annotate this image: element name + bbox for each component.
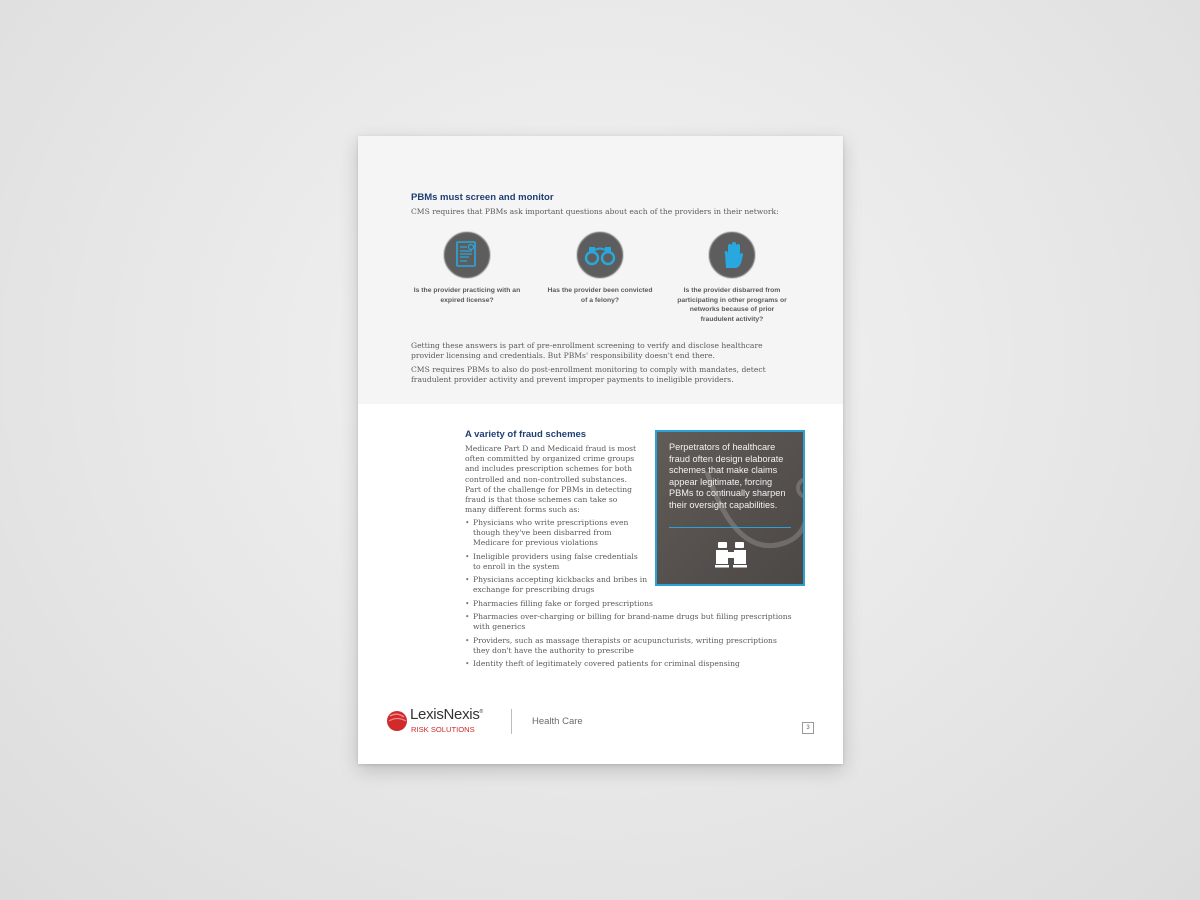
page-number: 3 <box>802 722 814 734</box>
document-page <box>358 136 843 764</box>
footer-divider <box>511 709 512 734</box>
logo-subtitle: RISK SOLUTIONS <box>411 725 475 734</box>
section-title-screen-monitor: PBMs must screen and monitor <box>411 192 554 203</box>
list-item: • Physicians accepting kickbacks and bribes in exchange for prescribing drugs <box>465 575 653 595</box>
question-disbarred-text: Is the provider disbarred from participating in other programs or networks because of prior fraudulent activity? <box>677 287 787 323</box>
callout-text: Perpetrators of healthcare fraud often design elaborate schemes that make claims appear legitimate, forcing PBMs to continually sharpen their oversight capabilities. <box>669 442 786 510</box>
section-title-fraud-schemes: A variety of fraud schemes <box>465 429 587 440</box>
stop-hand-icon <box>709 232 755 278</box>
monitoring-paragraph: CMS requires PBMs to also do post-enrollment monitoring to comply with mandates, detect fraudulent provider activity and prevent improper payments to ineligible providers. <box>411 365 766 385</box>
question-felony-text: Has the provider been convicted of a felony? <box>547 287 653 304</box>
certificate-icon <box>444 232 490 278</box>
question-license <box>412 232 522 305</box>
handcuffs-icon <box>577 232 623 278</box>
list-item: • Pharmacies filling fake or forged prescriptions <box>465 599 795 609</box>
section-intro: CMS requires that PBMs ask important questions about each of the providers in their network: <box>411 207 779 216</box>
callout-divider <box>669 527 791 528</box>
logo-wordmark: LexisNexis® <box>410 706 483 723</box>
footer-label: Health Care <box>532 716 583 727</box>
question-felony <box>545 232 655 305</box>
logo-sphere-icon <box>386 710 408 732</box>
list-item: • Identity theft of legitimately covered patients for criminal dispensing <box>465 659 795 669</box>
question-disbarred <box>677 232 787 324</box>
callout-box <box>655 430 805 586</box>
list-item: • Providers, such as massage therapists or acupuncturists, writing prescriptions they don't have the authority to prescribe <box>465 636 795 656</box>
list-item: • Physicians who write prescriptions even though they've been disbarred from Medicare for previous violations <box>465 518 643 548</box>
screening-paragraph: Getting these answers is part of pre-enrollment screening to verify and disclose healthcare provider licensing and credentials. But PBMs' responsibility doesn't end there. <box>411 341 763 361</box>
question-license-text: Is the provider practicing with an expired license? <box>413 287 521 304</box>
fraud-intro: Medicare Part D and Medicaid fraud is most often committed by organized crime groups and includes prescription schemes for both controlled and non-controlled substances. Part of the challenge for PBMs in detecting fraud is that those schemes can take so many different forms such as: <box>465 444 637 515</box>
list-item: • Ineligible providers using false credentials to enroll in the system <box>465 552 643 572</box>
binoculars-icon <box>715 540 747 572</box>
list-item: • Pharmacies over-charging or billing for brand-name drugs but filling prescriptions with generics <box>465 612 795 632</box>
